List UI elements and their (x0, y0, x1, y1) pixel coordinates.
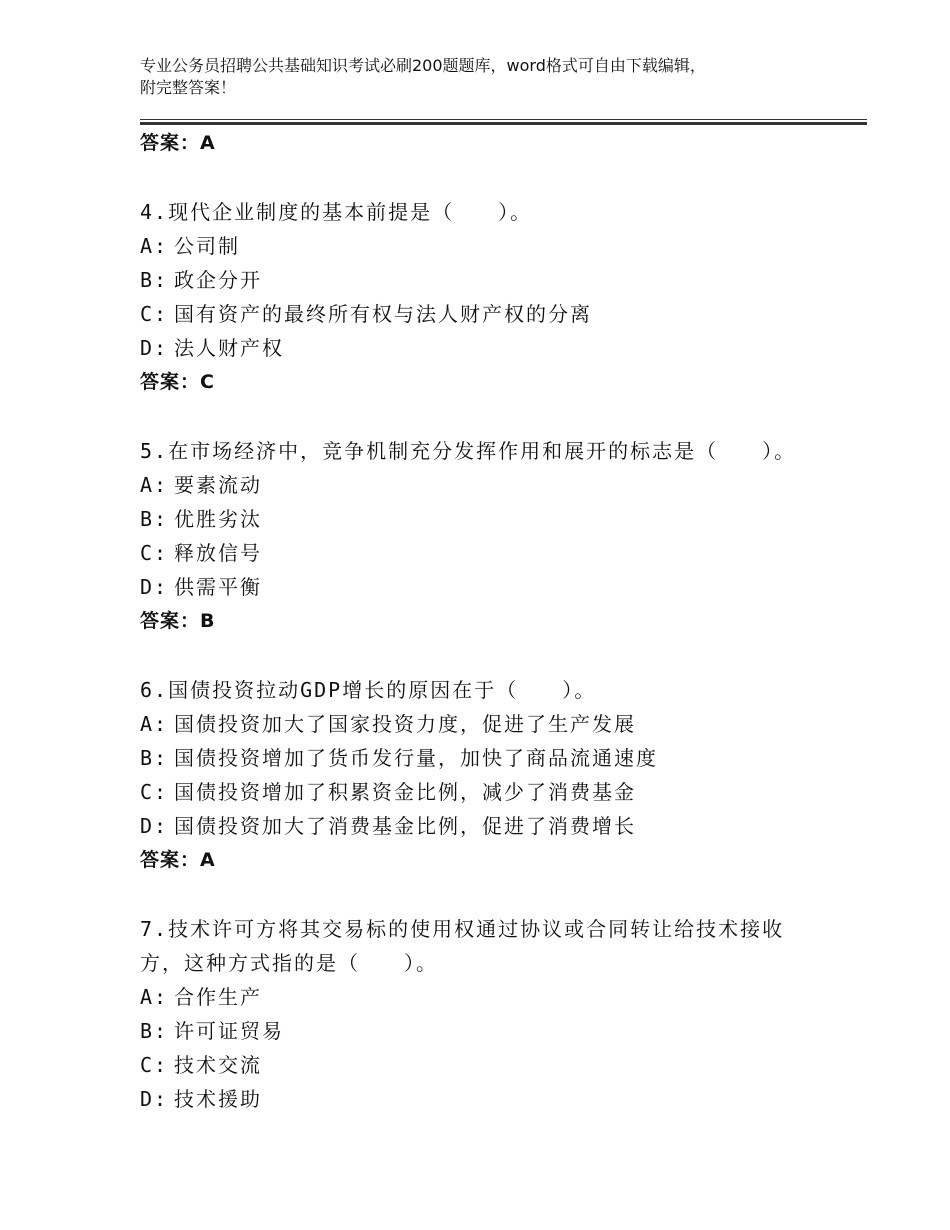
option-label: A: (140, 985, 169, 1009)
option-d (140, 336, 284, 360)
option-label: A: (140, 234, 169, 258)
option-a (140, 234, 240, 258)
answer-line: 答案：C (140, 371, 215, 393)
question-stem: 6.国债投资拉动GDP增长的原因在于（ ）。 (140, 678, 597, 702)
option-b (140, 1019, 284, 1043)
option-text: 合作生产 (174, 985, 262, 1009)
option-label: C: (140, 302, 169, 326)
option-a (140, 985, 262, 1009)
option-text: 国债投资增加了货币发行量，加快了商品流通速度 (174, 746, 658, 770)
option-label: C: (140, 541, 169, 565)
option-b (140, 268, 262, 292)
option-label: C: (140, 1053, 169, 1077)
question-stem: 5.在市场经济中，竞争机制充分发挥作用和展开的标志是（ ）。 (140, 439, 797, 463)
option-label: B: (140, 268, 169, 292)
option-d (140, 814, 636, 838)
option-text: 供需平衡 (174, 575, 262, 599)
question-stem-cont: 方，这种方式指的是（ ）。 (140, 951, 438, 975)
option-text: 国有资产的最终所有权与法人财产权的分离 (174, 302, 592, 326)
header-line-2: 附完整答案！ (140, 78, 237, 97)
option-text: 国债投资增加了积累资金比例，减少了消费基金 (174, 780, 636, 804)
option-a (140, 473, 262, 497)
header-divider (140, 119, 867, 125)
header-line-1: 专业公务员招聘公共基础知识考试必刷200题题库，word格式可自由下载编辑， (140, 56, 706, 75)
option-label: D: (140, 336, 169, 360)
option-text: 法人财产权 (174, 336, 284, 360)
option-text: 国债投资加大了国家投资力度，促进了生产发展 (174, 712, 636, 736)
option-text: 释放信号 (174, 541, 262, 565)
page-header (140, 55, 840, 99)
answer-line: 答案：A (140, 132, 216, 154)
option-label: B: (140, 746, 169, 770)
option-text: 公司制 (174, 234, 240, 258)
option-label: B: (140, 1019, 169, 1043)
option-d (140, 575, 262, 599)
option-text: 技术援助 (174, 1087, 262, 1111)
option-c (140, 302, 592, 326)
question-stem: 4.现代企业制度的基本前提是（ ）。 (140, 200, 533, 224)
option-label: A: (140, 473, 169, 497)
option-text: 要素流动 (174, 473, 262, 497)
option-text: 许可证贸易 (174, 1019, 284, 1043)
option-text: 政企分开 (174, 268, 262, 292)
option-text: 国债投资加大了消费基金比例，促进了消费增长 (174, 814, 636, 838)
option-c (140, 780, 636, 804)
option-text: 技术交流 (174, 1053, 262, 1077)
question-stem: 7.技术许可方将其交易标的使用权通过协议或合同转让给技术接收 (140, 917, 785, 941)
answer-line: 答案：B (140, 610, 216, 632)
option-label: D: (140, 575, 169, 599)
option-a (140, 712, 636, 736)
option-label: C: (140, 780, 169, 804)
option-b (140, 507, 262, 531)
option-b (140, 746, 658, 770)
option-label: A: (140, 712, 169, 736)
option-label: D: (140, 1087, 169, 1111)
option-label: D: (140, 814, 169, 838)
answer-line: 答案：A (140, 849, 216, 871)
option-c (140, 1053, 262, 1077)
option-c (140, 541, 262, 565)
option-text: 优胜劣汰 (174, 507, 262, 531)
option-d (140, 1087, 262, 1111)
option-label: B: (140, 507, 169, 531)
